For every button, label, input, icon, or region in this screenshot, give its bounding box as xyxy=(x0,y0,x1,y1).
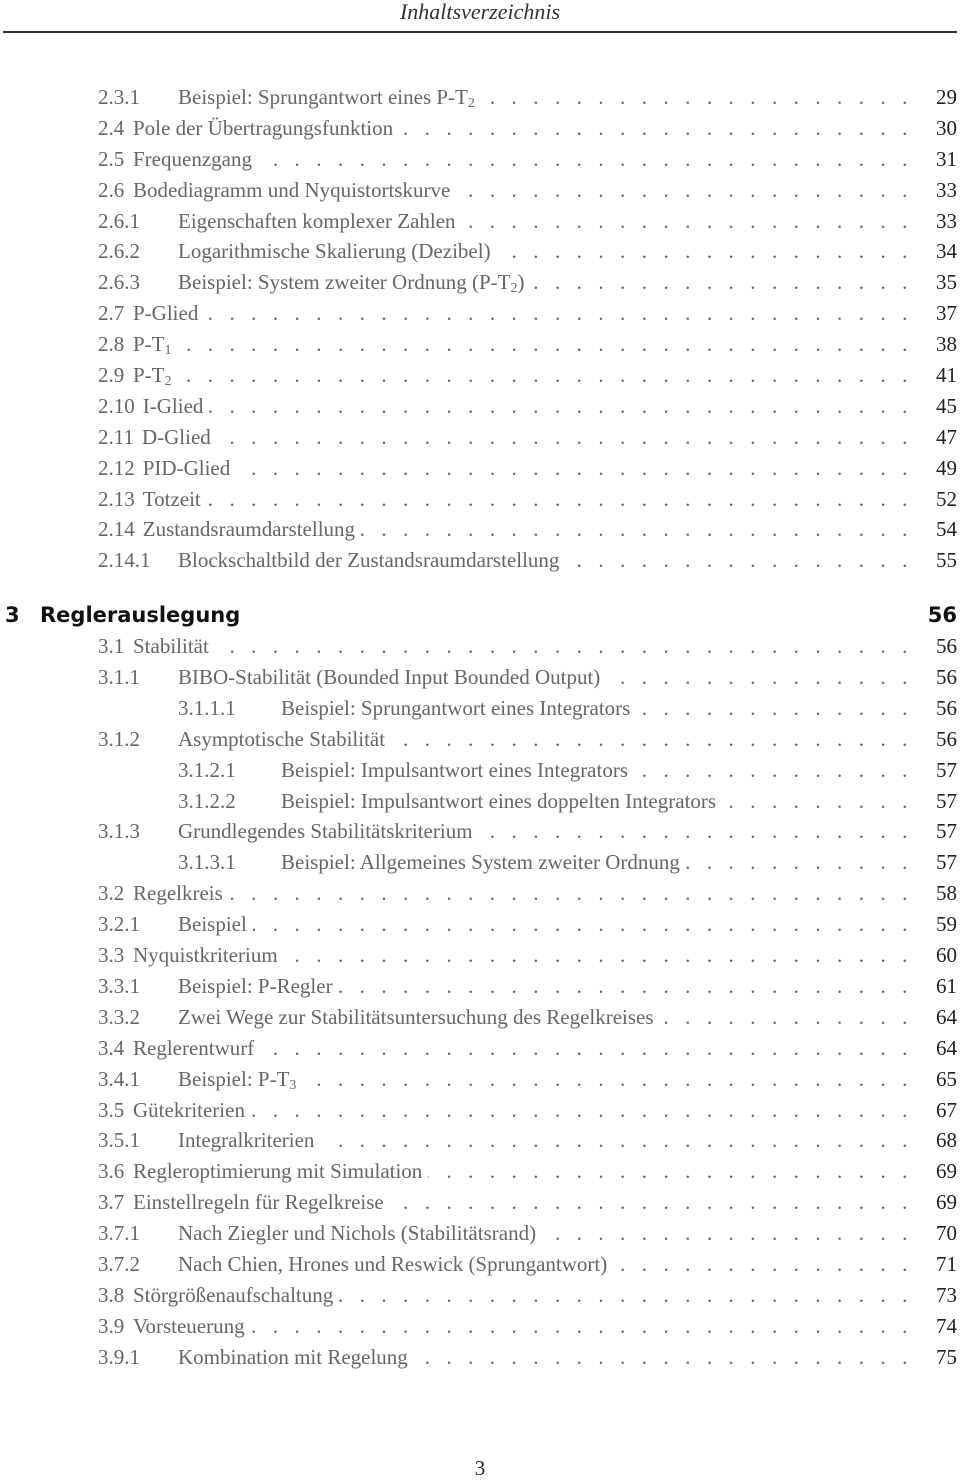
dot-leader xyxy=(462,206,913,237)
entry-title xyxy=(133,113,399,144)
entry-page: 31 xyxy=(936,146,957,171)
entry-title-text: Nach Chien, Hrones und Reswick (Sprungantwort) xyxy=(178,1251,608,1276)
dot-leader xyxy=(391,724,913,755)
toc-entry[interactable] xyxy=(0,1125,960,1156)
dot-leader xyxy=(606,662,913,693)
entry-title xyxy=(133,1033,260,1064)
entry-title-text: Regleroptimierung mit Simulation xyxy=(133,1159,423,1184)
entry-page: 52 xyxy=(936,486,957,511)
toc-entry[interactable] xyxy=(0,631,960,662)
entry-title-text: Reglerauslegung xyxy=(40,603,241,628)
running-header: Inhaltsverzeichnis xyxy=(399,0,561,24)
entry-number: 2.7 xyxy=(98,301,125,326)
dot-leader xyxy=(284,940,913,971)
dot-leader xyxy=(390,1187,913,1218)
entry-title xyxy=(133,1280,339,1311)
entry-title xyxy=(281,847,686,878)
entry-number: 3.1.1.1 xyxy=(178,695,236,720)
entry-number: 3.1.3 xyxy=(98,819,140,844)
entry-number: 2.13 xyxy=(98,486,135,511)
toc-entry[interactable] xyxy=(0,847,960,878)
entry-title-text: Vorsteuerung xyxy=(133,1313,245,1338)
entry-title-text: Beispiel: Sprungantwort eines P-T xyxy=(178,85,468,109)
dot-leader xyxy=(339,1280,913,1311)
entry-page: 60 xyxy=(936,943,957,968)
entry-number: 3 xyxy=(5,603,20,628)
entry-number: 2.14.1 xyxy=(98,548,151,573)
dot-leader xyxy=(229,878,913,909)
entry-title xyxy=(133,1311,251,1342)
entry-title xyxy=(133,1156,428,1187)
entry-number: 3.8 xyxy=(98,1282,125,1307)
entry-number: 2.3.1 xyxy=(98,85,140,109)
entry-title xyxy=(142,422,217,453)
dot-leader xyxy=(613,1249,913,1280)
dot-leader xyxy=(479,816,913,847)
entry-page: 56 xyxy=(936,726,957,751)
entry-title xyxy=(133,175,456,206)
toc-entry[interactable] xyxy=(0,724,960,755)
toc-entry[interactable] xyxy=(0,1156,960,1187)
entry-title xyxy=(133,1095,251,1126)
entry-title-text: Beispiel: System zweiter Ordnung (P-T xyxy=(178,270,511,295)
entry-page: 64 xyxy=(936,1035,957,1060)
dot-leader xyxy=(236,453,913,484)
toc-entry[interactable] xyxy=(0,909,960,940)
toc-entry[interactable] xyxy=(0,453,960,484)
entry-title-text: Beispiel xyxy=(178,912,247,937)
toc-entry[interactable] xyxy=(0,206,960,237)
entry-number: 3.5 xyxy=(98,1097,125,1122)
dot-leader xyxy=(204,298,913,329)
entry-title-text: Asymptotische Stabilität xyxy=(178,726,386,751)
entry-page: 69 xyxy=(936,1159,957,1184)
dot-leader xyxy=(178,360,914,391)
entry-title-text: Zustandsraumdarstellung xyxy=(142,517,356,542)
dot-leader xyxy=(178,329,914,360)
entry-page: 67 xyxy=(936,1097,957,1122)
entry-title xyxy=(133,360,178,391)
toc-entry[interactable] xyxy=(0,1095,960,1126)
entry-page: 45 xyxy=(936,393,957,418)
entry-title-text: Totzeit xyxy=(142,486,201,511)
entry-title xyxy=(178,545,565,576)
entry-title-text: Beispiel: P-Regler xyxy=(178,973,333,998)
entry-page: 37 xyxy=(936,301,957,326)
entry-title xyxy=(178,236,497,267)
dot-leader xyxy=(253,909,913,940)
entry-title-text: BIBO-Stabilität (Bounded Input Bounded Output) xyxy=(178,665,601,690)
entry-number: 2.9 xyxy=(98,363,125,388)
entry-page: 64 xyxy=(936,1004,957,1029)
entry-number: 3.1.3.1 xyxy=(178,850,236,875)
entry-title xyxy=(133,329,178,360)
dot-leader xyxy=(207,484,913,515)
toc-entry[interactable] xyxy=(0,1033,960,1064)
entry-title-text: Kombination mit Regelung xyxy=(178,1344,408,1369)
entry-title xyxy=(40,600,246,631)
entry-title-text: D-Glied xyxy=(141,424,211,449)
entry-page: 29 xyxy=(936,85,957,109)
dot-leader xyxy=(686,847,913,878)
dot-leader xyxy=(251,1311,913,1342)
toc-chapter-entry[interactable] xyxy=(0,600,960,631)
toc-entry[interactable] xyxy=(0,82,960,113)
entry-number: 3.2.1 xyxy=(98,912,140,937)
entry-page: 38 xyxy=(936,332,957,357)
entry-title-text: Grundlegendes Stabilitätskriterium xyxy=(178,819,473,844)
entry-page: 41 xyxy=(936,363,957,388)
entry-title xyxy=(133,298,204,329)
toc-entry[interactable] xyxy=(0,1064,960,1095)
entry-title-text: P-T xyxy=(133,363,165,388)
entry-page: 54 xyxy=(936,517,957,542)
entry-page: 47 xyxy=(936,424,957,449)
entry-page: 56 xyxy=(936,695,957,720)
entry-page: 58 xyxy=(936,881,957,906)
toc-entry[interactable] xyxy=(0,1002,960,1033)
entry-title-text: Gütekriterien xyxy=(133,1097,245,1122)
entry-number: 2.5 xyxy=(98,146,125,171)
entry-page: 34 xyxy=(936,239,957,264)
entry-title-text: Pole der Übertragungsfunktion xyxy=(133,115,394,140)
entry-title-text: Blockschaltbild der Zustandsraumdarstellung xyxy=(178,548,560,573)
entry-page: 73 xyxy=(936,1282,957,1307)
entry-number: 2.6.3 xyxy=(98,270,140,295)
toc-entry[interactable] xyxy=(0,545,960,576)
entry-title-text: Logarithmische Skalierung (Dezibel) xyxy=(178,239,491,264)
dot-leader xyxy=(722,786,913,817)
toc-entry[interactable] xyxy=(0,1342,960,1373)
toc-entry[interactable] xyxy=(0,360,960,391)
dot-leader xyxy=(634,755,913,786)
toc-entry[interactable] xyxy=(0,1218,960,1249)
toc-entry[interactable] xyxy=(0,391,960,422)
entry-title xyxy=(178,1342,414,1373)
entry-number: 2.12 xyxy=(98,455,135,480)
dot-leader xyxy=(251,1095,913,1126)
entry-title-text: Stabilität xyxy=(133,634,209,659)
entry-number: 3.7.1 xyxy=(98,1221,140,1246)
entry-subscript: 2 xyxy=(164,374,172,390)
entry-title-text: Integralkriterien xyxy=(178,1128,315,1153)
toc-entry[interactable] xyxy=(0,786,960,817)
toc-entry[interactable] xyxy=(0,144,960,175)
entry-title xyxy=(178,206,462,237)
entry-number: 2.8 xyxy=(98,332,125,357)
entry-title xyxy=(178,724,391,755)
dot-leader xyxy=(428,1156,913,1187)
entry-number: 2.11 xyxy=(98,424,134,449)
table-of-contents xyxy=(0,82,960,1373)
entry-title-text: Bodediagramm und Nyquistortskurve xyxy=(133,177,451,202)
entry-number: 3.3.1 xyxy=(98,973,140,998)
dot-leader xyxy=(258,144,913,175)
entry-title-text: I-Glied xyxy=(142,393,204,418)
entry-number: 3.1.2 xyxy=(98,726,140,751)
entry-title-text: Beispiel: Allgemeines System zweiter Ordnung xyxy=(281,850,680,875)
entry-title xyxy=(178,1125,320,1156)
entry-title xyxy=(178,909,253,940)
entry-subscript: 1 xyxy=(164,343,172,359)
entry-title-text: Beispiel: P-T xyxy=(178,1066,290,1091)
entry-page: 33 xyxy=(936,208,957,233)
header-rule xyxy=(3,31,957,33)
entry-page: 61 xyxy=(936,973,957,998)
entry-number: 2.6.1 xyxy=(98,208,140,233)
page-number: 3 xyxy=(474,1456,486,1480)
dot-leader xyxy=(660,1002,913,1033)
dot-leader xyxy=(302,1064,913,1095)
dot-leader xyxy=(530,267,913,298)
dot-leader xyxy=(320,1125,913,1156)
entry-title xyxy=(178,82,481,113)
entry-title xyxy=(143,514,361,545)
toc-entry[interactable] xyxy=(0,971,960,1002)
entry-page: 59 xyxy=(936,912,957,937)
entry-number: 3.9 xyxy=(98,1313,125,1338)
entry-number: 3.2 xyxy=(98,881,125,906)
entry-title-text: Zwei Wege zur Stabilitätsuntersuchung des Regelkreises xyxy=(178,1004,654,1029)
dot-leader xyxy=(209,391,913,422)
entry-title xyxy=(178,1249,613,1280)
entry-page: 49 xyxy=(936,455,957,480)
entry-number: 3.5.1 xyxy=(98,1128,140,1153)
entry-title-text: Eigenschaften komplexer Zahlen xyxy=(178,208,456,233)
toc-entry[interactable] xyxy=(0,662,960,693)
entry-title-text: PID-Glied xyxy=(142,455,231,480)
entry-title xyxy=(281,693,636,724)
entry-number: 2.4 xyxy=(98,115,125,140)
toc-entry[interactable] xyxy=(0,816,960,847)
entry-title-text: Regelkreis xyxy=(133,881,223,906)
entry-title xyxy=(178,267,530,298)
entry-page: 57 xyxy=(936,850,957,875)
dot-leader xyxy=(497,236,913,267)
entry-number: 2.6 xyxy=(98,177,125,202)
entry-subscript: 3 xyxy=(289,1077,297,1093)
entry-page: 56 xyxy=(927,603,957,628)
entry-page: 56 xyxy=(936,634,957,659)
entry-title-text: Nach Ziegler und Nichols (Stabilitätsrand) xyxy=(178,1221,537,1246)
entry-title xyxy=(281,755,634,786)
entry-title-text: Beispiel: Sprungantwort eines Integrators xyxy=(281,695,631,720)
entry-title xyxy=(178,971,339,1002)
toc-entry[interactable] xyxy=(0,175,960,206)
entry-title-text: P-T xyxy=(133,332,165,357)
entry-number: 3.7 xyxy=(98,1190,125,1215)
toc-entry[interactable] xyxy=(0,329,960,360)
entry-page: 70 xyxy=(936,1221,957,1246)
toc-entry[interactable] xyxy=(0,422,960,453)
entry-page: 57 xyxy=(936,757,957,782)
toc-entry[interactable] xyxy=(0,1249,960,1280)
entry-page: 65 xyxy=(936,1066,957,1091)
dot-leader xyxy=(339,971,913,1002)
entry-page: 35 xyxy=(936,270,957,295)
entry-number: 3.7.2 xyxy=(98,1251,140,1276)
dot-leader xyxy=(636,693,913,724)
entry-page: 55 xyxy=(936,548,957,573)
entry-page: 33 xyxy=(936,177,957,202)
dot-leader xyxy=(246,600,913,631)
entry-title-suffix: ) xyxy=(517,270,525,295)
entry-title-text: Reglerentwurf xyxy=(133,1035,255,1060)
entry-page: 68 xyxy=(936,1128,957,1153)
entry-subscript: 2 xyxy=(467,96,475,111)
entry-title xyxy=(133,878,229,909)
entry-title xyxy=(178,1002,660,1033)
entry-number: 3.1.1 xyxy=(98,665,140,690)
entry-page: 57 xyxy=(936,819,957,844)
entry-number: 3.4.1 xyxy=(98,1066,140,1091)
dot-leader xyxy=(414,1342,913,1373)
entry-title xyxy=(133,631,215,662)
toc-entry[interactable] xyxy=(0,1187,960,1218)
entry-page: 56 xyxy=(936,665,957,690)
entry-title xyxy=(178,816,479,847)
toc-entry[interactable] xyxy=(0,878,960,909)
entry-title-text: Beispiel: Impulsantwort eines Integrators xyxy=(281,757,629,782)
entry-title xyxy=(143,484,207,515)
entry-page: 71 xyxy=(936,1251,957,1276)
entry-subscript: 2 xyxy=(510,281,518,297)
entry-title-text: Störgrößenaufschaltung xyxy=(133,1282,334,1307)
toc-entry[interactable] xyxy=(0,1280,960,1311)
entry-number: 3.4 xyxy=(98,1035,125,1060)
entry-page: 69 xyxy=(936,1190,957,1215)
toc-entry[interactable] xyxy=(0,755,960,786)
entry-title-text: Nyquistkriterium xyxy=(133,943,278,968)
dot-leader xyxy=(361,514,913,545)
entry-number: 3.1.2.1 xyxy=(178,757,236,782)
entry-title xyxy=(281,786,722,817)
entry-title xyxy=(143,453,237,484)
dot-leader xyxy=(217,422,913,453)
toc-entry[interactable] xyxy=(0,1311,960,1342)
entry-title-text: Einstellregeln für Regelkreise xyxy=(133,1190,384,1215)
dot-leader xyxy=(399,113,913,144)
entry-title-text: Beispiel: Impulsantwort eines doppelten Integrators xyxy=(281,788,717,813)
entry-page: 30 xyxy=(936,115,957,140)
entry-number: 3.3 xyxy=(98,943,125,968)
dot-leader xyxy=(260,1033,913,1064)
entry-title xyxy=(133,1187,390,1218)
entry-title-text: P-Glied xyxy=(133,301,199,326)
entry-title xyxy=(143,391,210,422)
toc-entry[interactable] xyxy=(0,484,960,515)
entry-number: 2.6.2 xyxy=(98,239,140,264)
entry-title xyxy=(133,940,284,971)
entry-title-text: Frequenzgang xyxy=(133,146,252,171)
entry-number: 3.6 xyxy=(98,1159,125,1184)
entry-number: 3.1.2.2 xyxy=(178,788,236,813)
toc-entry[interactable] xyxy=(0,113,960,144)
entry-number: 2.14 xyxy=(98,517,135,542)
dot-leader xyxy=(481,82,913,113)
entry-number: 2.10 xyxy=(98,393,135,418)
entry-page: 75 xyxy=(936,1344,957,1369)
dot-leader xyxy=(542,1218,913,1249)
entry-page: 57 xyxy=(936,788,957,813)
entry-title xyxy=(178,1064,302,1095)
entry-title xyxy=(178,1218,542,1249)
entry-page: 74 xyxy=(936,1313,957,1338)
entry-title xyxy=(133,144,258,175)
dot-leader xyxy=(215,631,913,662)
entry-number: 3.1 xyxy=(98,634,125,659)
toc-entry[interactable] xyxy=(0,298,960,329)
entry-number: 3.3.2 xyxy=(98,1004,140,1029)
toc-entry[interactable] xyxy=(0,236,960,267)
dot-leader xyxy=(456,175,913,206)
entry-number: 3.9.1 xyxy=(98,1344,140,1369)
toc-entry[interactable] xyxy=(0,267,960,298)
toc-entry[interactable] xyxy=(0,940,960,971)
entry-title xyxy=(178,662,606,693)
toc-entry[interactable] xyxy=(0,693,960,724)
dot-leader xyxy=(565,545,913,576)
toc-entry[interactable] xyxy=(0,514,960,545)
